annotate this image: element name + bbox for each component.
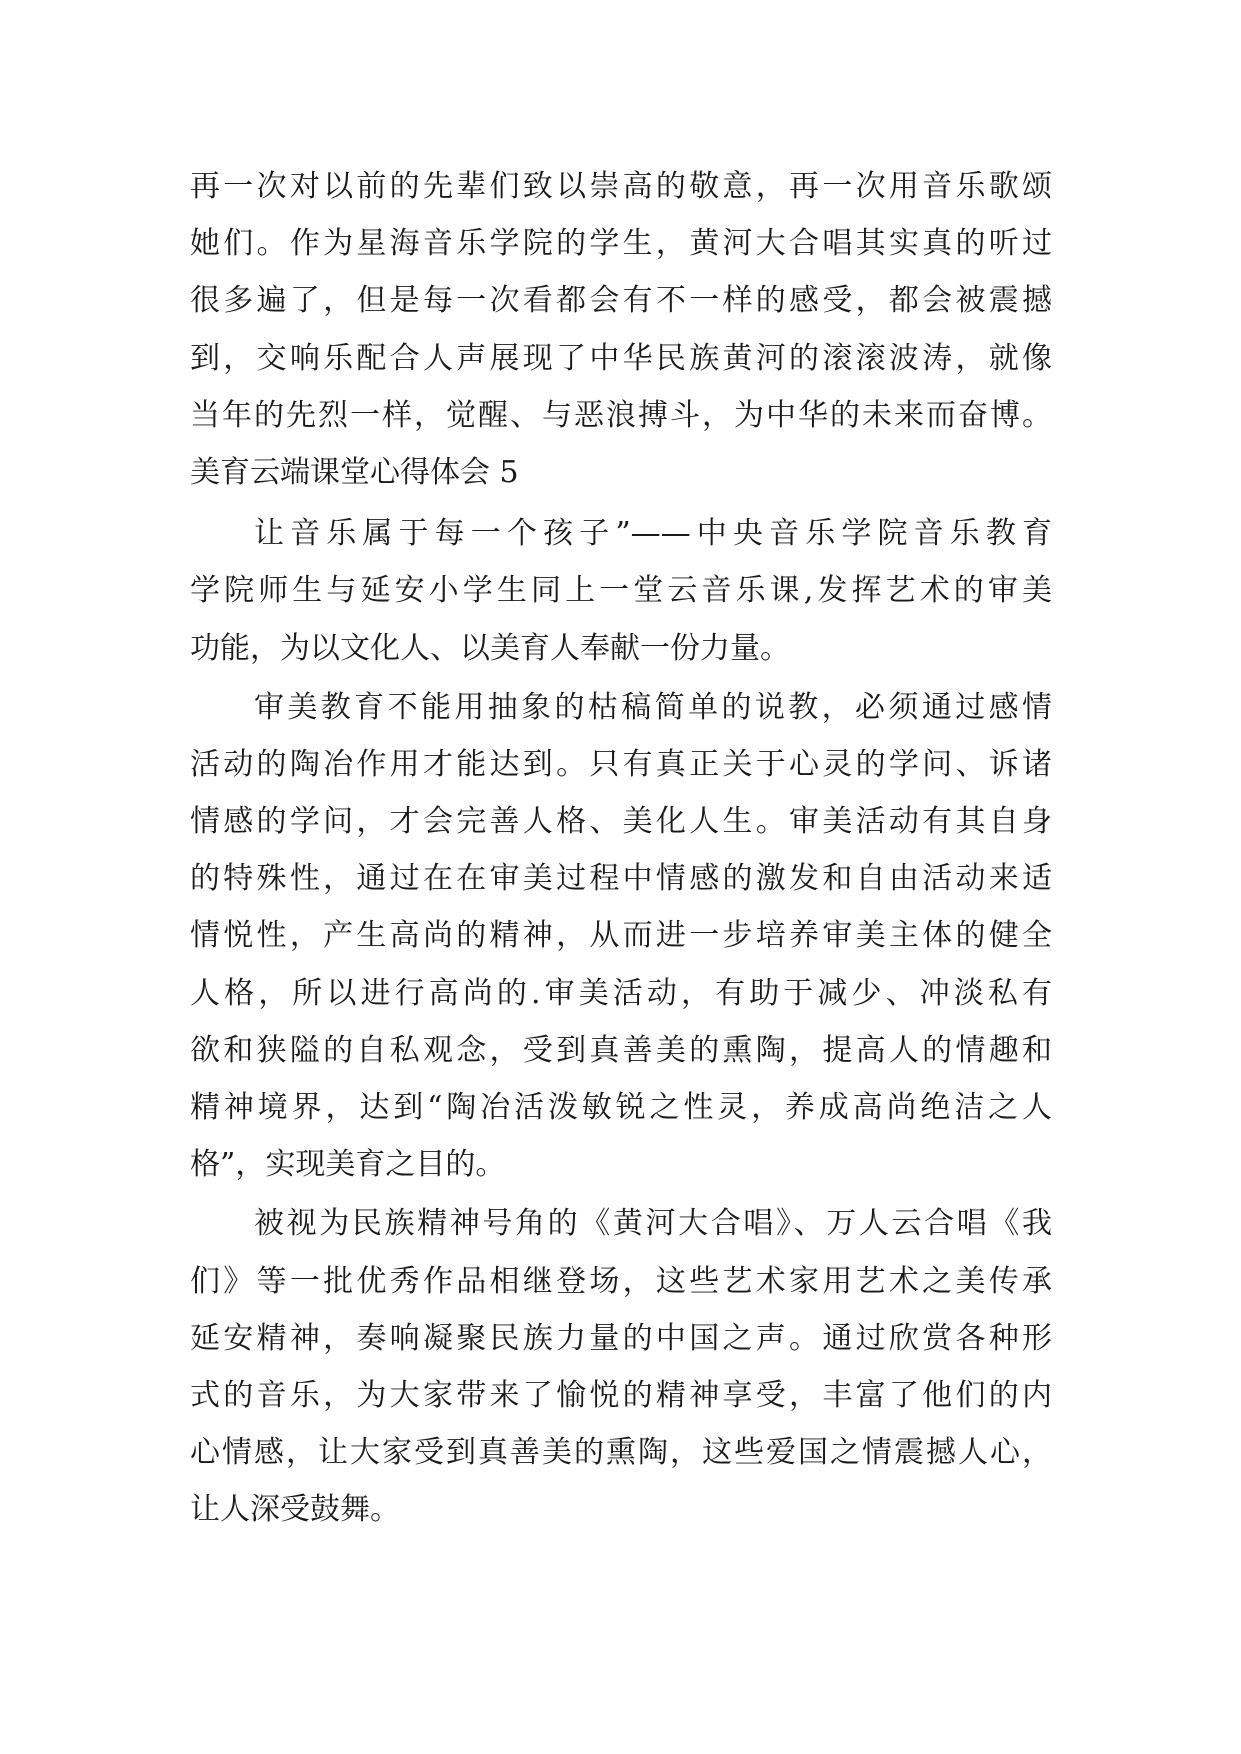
- text-line: 被视为民族精神号角的《黄河大合唱》、万人云合唱《我: [254, 1206, 1052, 1242]
- text-line: 活动的陶冶作用才能达到。只有真正关于心灵的学问、诉诸: [190, 746, 1052, 782]
- paragraph-1: [190, 158, 1052, 444]
- text-line: 到，交响乐配合人声展现了中华民族黄河的滚滚波涛，就像: [190, 340, 1052, 376]
- document-page: [190, 158, 1052, 1539]
- text-line: 式的音乐，为大家带来了愉悦的精神享受，丰富了他们的内: [190, 1377, 1052, 1413]
- text-line: 让人深受鼓舞。: [190, 1492, 400, 1528]
- text-line: 审美教育不能用抽象的枯稿简单的说教，必须通过感情: [254, 689, 1052, 725]
- paragraph-3: [190, 679, 1052, 1194]
- text-line: 再一次对以前的先辈们致以崇高的敬意，再一次用音乐歌颂: [190, 169, 1052, 204]
- text-line: 情感的学问，才会完善人格、美化人生。审美活动有其自身: [190, 804, 1052, 840]
- section-heading: 美育云端课堂心得体会 5: [190, 454, 519, 490]
- text-line: 延安精神，奏响凝聚民族力量的中国之声。通过欣赏各种形: [190, 1320, 1052, 1356]
- text-line: 很多遍了，但是每一次看都会有不一样的感受，都会被震撼: [190, 283, 1052, 319]
- paragraph-2: [190, 505, 1052, 677]
- text-line: 精神境界，达到“陶冶活泼敏锐之性灵，养成高尚绝洁之人: [190, 1090, 1052, 1125]
- text-line: 们》等一批优秀作品相继登场，这些艺术家用艺术之美传承: [190, 1263, 1052, 1299]
- text-line: 心情感，让大家受到真善美的熏陶，这些爱国之情震撼人心，: [190, 1435, 1052, 1471]
- paragraph-4: [190, 1195, 1052, 1538]
- text-line: 学院师生与延安小学生同上一堂云音乐课,发挥艺术的审美: [190, 573, 1052, 609]
- text-line: 她们。作为星海音乐学院的学生，黄河大合唱其实真的听过: [190, 226, 1052, 262]
- text-line: 的特殊性，通过在在审美过程中情感的激发和自由活动来适: [190, 861, 1052, 897]
- text-line: 欲和狭隘的自私观念，受到真善美的熏陶，提高人的情趣和: [190, 1032, 1052, 1068]
- text-line: 当年的先烈一样，觉醒、与恶浪搏斗，为中华的未来而奋博。: [190, 397, 1052, 433]
- text-line: 让音乐属于每一个孩子”——中央音乐学院音乐教育: [254, 516, 1052, 552]
- text-line: 情悦性，产生高尚的精神，从而进一步培养审美主体的健全: [190, 918, 1052, 954]
- text-line: 人格，所以进行高尚的.审美活动，有助于减少、冲淡私有: [190, 975, 1052, 1011]
- text-line: 功能，为以文化人、以美育人奉献一份力量。: [190, 630, 790, 666]
- text-line: 格”，实现美育之目的。: [190, 1147, 506, 1183]
